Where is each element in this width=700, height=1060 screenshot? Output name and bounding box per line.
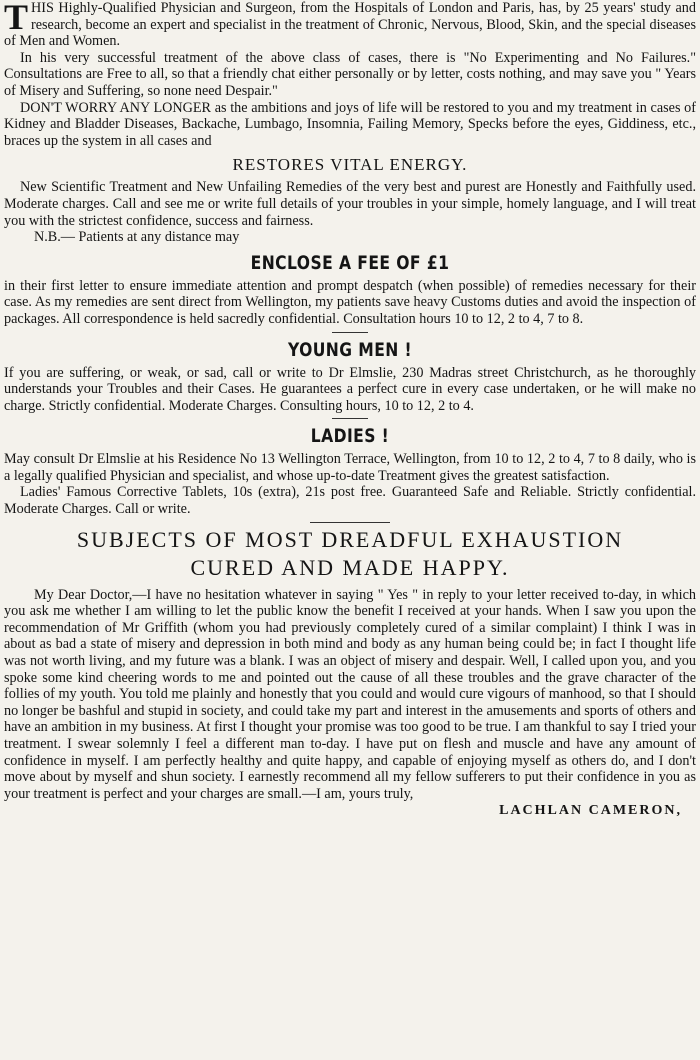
section-divider — [310, 522, 390, 523]
intro-paragraph-3: DON'T WORRY ANY LONGER as the ambitions and joys of life will be restored to you and my treatment in cases of Kidney and Bladder Diseases, Backache, Lumbago, Insomnia, Failing Memory, Specks before the eyes, Giddiness, etc., braces up the system in all cases and — [4, 99, 696, 149]
fee-heading: ENCLOSE A FEE OF £1 — [250, 251, 450, 274]
section-divider — [332, 332, 368, 333]
advertisement-page — [4, 0, 696, 819]
ladies-paragraph-2: Ladies' Famous Corrective Tablets, 10s (extra), 21s post free. Guaranteed Safe and Reliable. Strictly confidential. Moderate Charges. Call or write. — [4, 484, 696, 518]
vital-energy-heading: RESTORES VITAL ENERGY. — [232, 155, 468, 175]
drop-cap: T — [4, 0, 29, 37]
section-divider — [332, 418, 368, 419]
nb-note: N.B.— Patients at any distance may — [34, 229, 240, 246]
testimonial-signature: LACHLAN CAMERON, — [499, 803, 682, 819]
intro-paragraph-2: In his very successful treatment of the above class of cases, there is "No Experimenting and No Failures." Consultations are Free to all, so that a friendly chat either personally or by letter, costs nothing, and may save you " Years of Misery and Suffering, so none need Despair." — [4, 49, 696, 99]
subjects-heading-line-2: CURED AND MADE HAPPY. — [190, 554, 510, 580]
testimonial-letter: My Dear Doctor,—I have no hesitation whatever in saying " Yes " in reply to your letter received to-day, in which you ask me whether I am willing to let the public know the benefit I received at your hands. When I saw you upon the recommendation of Mr Griffith (whom you had previously completely cured of a similar complaint) I think I was in about as bad a state of misery and depression in both mind and body as any human being could be; in fact I thought life was not worth living, and my future was a blank. I was an object of misery and despair. Well, I called upon you, and you spoke some kind cheering words to me and pointed out the cause of all these troubles and the grave character of the follies of my youth. You told me plainly and honestly that you could and would cure vigours of manhood, so that I should no longer be bashful and stupid in society, and could take my part and interest in the amusements and sports of others and have an ambition in my business. At first I thought your promise was too good to be true. I am thankful to say I tried your treatment. I swear solemnly I feel a different man to-day. I have put on flesh and muscle and have any amount of confidence in myself. I am perfectly healthy and quite happy, and capable of enjoying myself as others do, and I don't move about by myself and shun society. I earnestly recommend all my fellow sufferers to put their confidence in you as your treatment is perfect and your charges are small.—I am, yours truly, — [4, 586, 696, 802]
intro-paragraph-1: THIS Highly-Qualified Physician and Surgeon, from the Hospitals of London and Paris, has, by 25 years' study and research, become an expert and specialist in the treatment of Chronic, Nervous, Blood, Skin, and the special diseases of Men and Women. — [4, 0, 696, 50]
young-men-paragraph: If you are suffering, or weak, or sad, call or write to Dr Elmslie, 230 Madras street Christchurch, as he thoroughly understands your Troubles and their Cases. He guarantees a perfect cure in every case undertaken, or he will make no charge. Strictly confidential. Moderate Charges. Consulting hours, 10 to 12, 2 to 4. — [4, 364, 696, 414]
ladies-paragraph-1: May consult Dr Elmslie at his Residence No 13 Wellington Terrace, Wellington, from 10 to 12, 2 to 4, 7 to 8 daily, who is a legally qualified Physician and specialist, and whose up-to-date Treatment gives the greatest satisfaction. — [4, 451, 696, 484]
young-men-heading: YOUNG MEN ! — [287, 338, 413, 361]
subjects-heading-line-1: SUBJECTS OF MOST DREADFUL EXHAUSTION — [76, 526, 624, 552]
fee-paragraph: in their first letter to ensure immediate attention and prompt despatch (when possible) of remedies necessary for their case. As my remedies are sent direct from Wellington, my patients save heavy Customs duties and avoid the inspection of packages. All correspondence is held sacredly confidential. Consultation hours 10 to 12, 2 to 4, 7 to 8. — [4, 277, 696, 327]
intro-section — [4, 0, 696, 149]
vital-energy-paragraph: New Scientific Treatment and New Unfailing Remedies of the very best and purest are Honestly and Faithfully used. Moderate charges. Call and see me or write full details of your troubles in your simple, homely language, and I will treat you with the strictest confidence, success and fairness. — [4, 179, 696, 229]
ladies-heading: LADIES ! — [310, 425, 390, 448]
